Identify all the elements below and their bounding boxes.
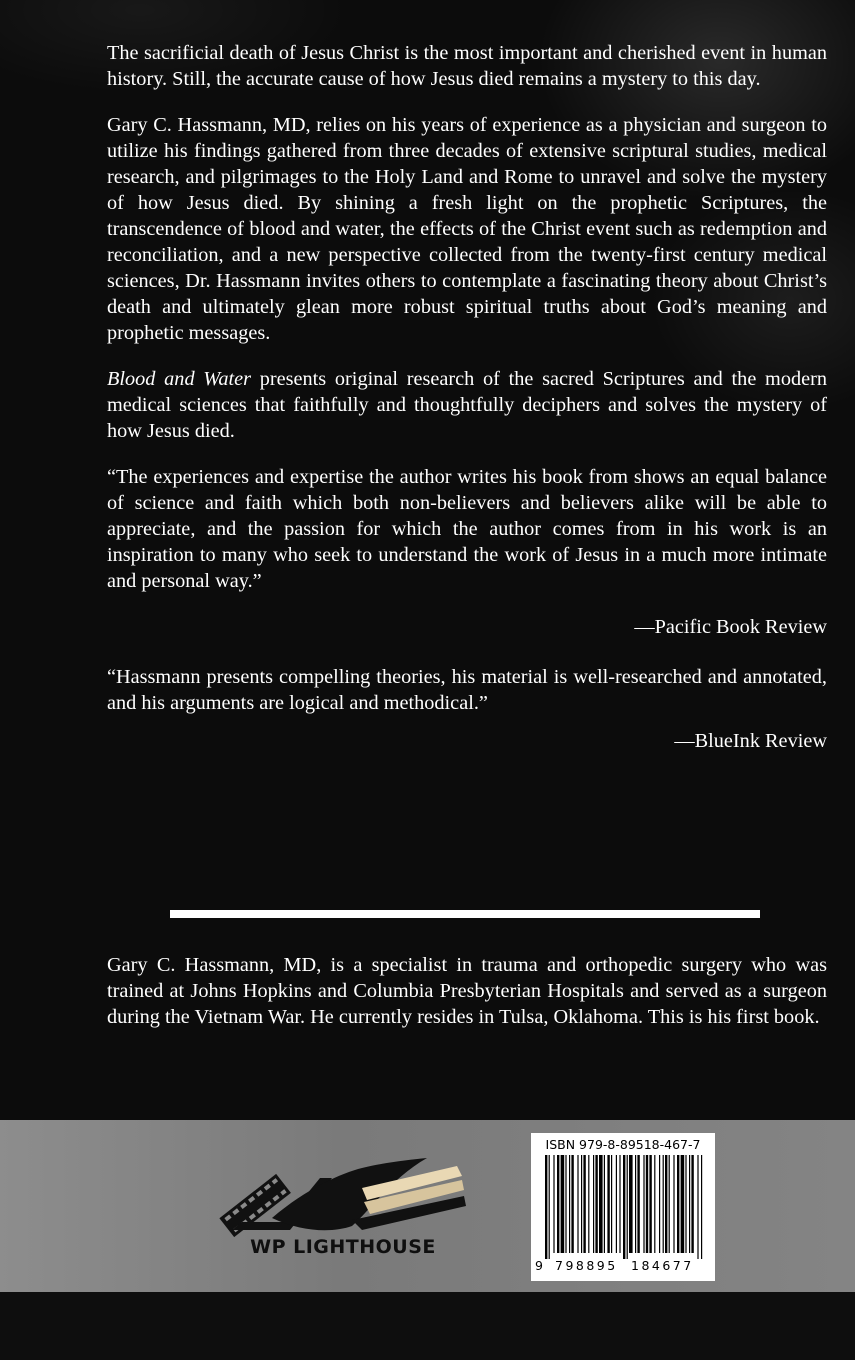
barcode-bars [537,1155,709,1259]
author-paragraph: Gary C. Hassmann, MD, relies on his years of experience as a physician and surgeon to utilize his findings gathered from three decades of extensive scriptural studies, medical research, and pilgrimages to the Holy Land and Rome to unravel and solve the mystery of how Jesus died. By shining a fresh light on the prophetic Scriptures, the transcendence of blood and water, the effects of the Christ event such as redemption and reconciliation, and a new perspective collected from the twenty-first century medical sciences, Dr. Hassmann invites others to contemplate a fascinating theory about Christ’s death and ultimately glean more robust spiritual truths about God’s meaning and prophetic messages. [107,114,827,344]
publisher-name: WP LIGHTHOUSE [250,1236,436,1258]
isbn-digit-group2: 184677 [631,1258,694,1273]
isbn-label: ISBN 979-8-89518-467-7 [545,1137,701,1152]
isbn-digit-first: 9 [535,1258,543,1273]
isbn-barcode [531,1133,715,1281]
review-quote-1: “The experiences and expertise the author writes his book from shows an equal balance of science and faith which both non-believers and believers alike will be able to appreciate, and the passion for which the author comes from in his work is an inspiration to many who seek to understand the work of Jesus in a much more intimate and personal way.” [107,466,827,592]
bottom-strip [0,1292,855,1360]
review-quote-2: “Hassmann presents compelling theories, his material is well-researched and annotated, and his arguments are logical and methodical.” [107,666,827,714]
author-bio: Gary C. Hassmann, MD, is a specialist in trauma and orthopedic surgery who was trained at Johns Hopkins and Columbia Presbyterian Hospitals and served as a surgeon during the Vietnam War. He currently resides in Tulsa, Oklahoma. This is his first book. [107,954,827,1028]
intro-paragraph: The sacrificial death of Jesus Christ is the most important and cherished event in human history. Still, the accurate cause of how Jesus died remains a mystery to this day. [107,42,827,90]
publisher-logo [212,1148,474,1268]
book-summary-text: presents original research of the sacred Scriptures and the modern medical sciences that faithfully and thoughtfully deciphers and solves the mystery of how Jesus died. [107,368,827,442]
divider-bar [170,910,760,918]
back-cover-text [107,40,827,778]
review-source-1: —Pacific Book Review [634,616,827,638]
isbn-digit-group1: 798895 [555,1258,618,1273]
review-source-2: —BlueInk Review [674,730,827,752]
book-summary-paragraph [107,366,827,444]
book-title: Blood and Water [107,368,252,390]
lighthouse-film-logo-icon [212,1148,474,1238]
